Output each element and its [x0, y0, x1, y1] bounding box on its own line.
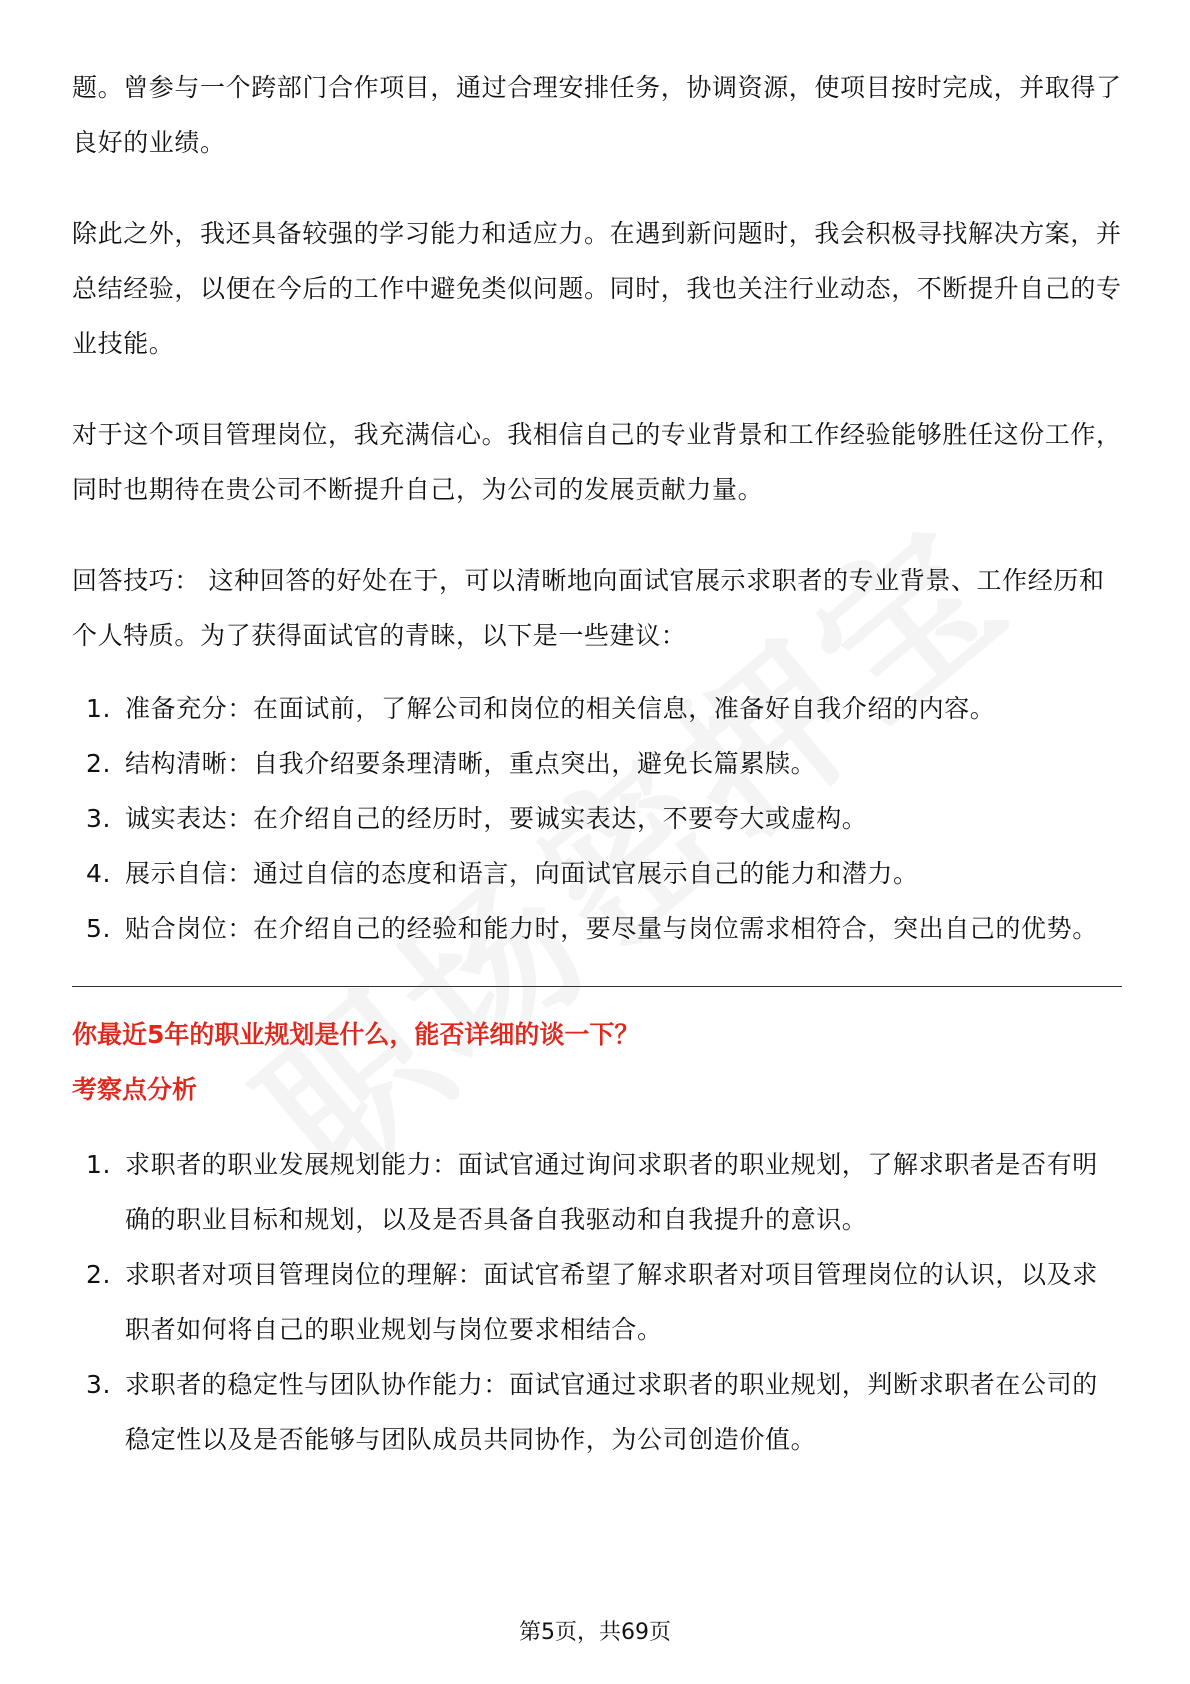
paragraph-continuation: 题。曾参与一个跨部门合作项目，通过合理安排任务，协调资源，使项目按时完成，并取得了良好的业绩。 [72, 73, 1122, 157]
tips-list [72, 681, 1122, 956]
paragraph-learning-ability: 除此之外，我还具备较强的学习能力和适应力。在遇到新问题时，我会积极寻找解决方案，并总结经验，以便在今后的工作中避免类似问题。同时，我也关注行业动态，不断提升自己的专业技能。 [72, 219, 1122, 358]
list-item [72, 681, 1122, 736]
list-item-text: 求职者对项目管理岗位的理解：面试官希望了解求职者对项目管理岗位的认识，以及求职者如何将自己的职业规划与岗位要求相结合。 [125, 1260, 1098, 1344]
list-number: 4. [86, 859, 112, 888]
list-number: 2. [86, 1260, 112, 1289]
list-number: 3. [86, 804, 112, 833]
list-number: 1. [86, 694, 112, 723]
list-number: 5. [86, 914, 112, 943]
list-item [72, 1137, 1122, 1247]
question-title: 你最近5年的职业规划是什么，能否详细的谈一下？ [72, 1020, 640, 1049]
list-item [72, 1247, 1122, 1357]
list-item-text: 求职者的职业发展规划能力：面试官通过询问求职者的职业规划，了解求职者是否有明确的职业目标和规划，以及是否具备自我驱动和自我提升的意识。 [125, 1150, 1098, 1234]
analysis-heading: 考察点分析 [72, 1075, 198, 1104]
list-item [72, 791, 1122, 846]
list-item [72, 1357, 1122, 1467]
list-item-text: 诚实表达：在介绍自己的经历时，要诚实表达，不要夸大或虚构。 [125, 804, 868, 833]
list-number: 3. [86, 1370, 112, 1399]
list-item-text: 准备充分：在面试前，了解公司和岗位的相关信息，准备好自我介绍的内容。 [125, 694, 996, 723]
page-content [72, 60, 1122, 1467]
page-number: 第5页，共69页 [519, 1620, 671, 1645]
list-item-text: 展示自信：通过自信的态度和语言，向面试官展示自己的能力和潜力。 [125, 859, 919, 888]
list-item [72, 901, 1122, 956]
paragraph-confidence: 对于这个项目管理岗位，我充满信心。我相信自己的专业背景和工作经验能够胜任这份工作，同时也期待在贵公司不断提升自己，为公司的发展贡献力量。 [72, 420, 1122, 504]
list-number: 2. [86, 749, 112, 778]
list-item-text: 贴合岗位：在介绍自己的经验和能力时，要尽量与岗位需求相符合，突出自己的优势。 [125, 914, 1098, 943]
list-item-text: 结构清晰：自我介绍要条理清晰，重点突出，避免长篇累牍。 [125, 749, 817, 778]
analysis-list [72, 1137, 1122, 1467]
list-item [72, 736, 1122, 791]
list-item-text: 求职者的稳定性与团队协作能力：面试官通过求职者的职业规划，判断求职者在公司的稳定性以及是否能够与团队成员共同协作，为公司创造价值。 [125, 1370, 1098, 1454]
paragraph-answer-tips: 回答技巧： 这种回答的好处在于，可以清晰地向面试官展示求职者的专业背景、工作经历和个人特质。为了获得面试官的青睐，以下是一些建议： [72, 566, 1105, 650]
list-item [72, 846, 1122, 901]
list-number: 1. [86, 1150, 112, 1179]
